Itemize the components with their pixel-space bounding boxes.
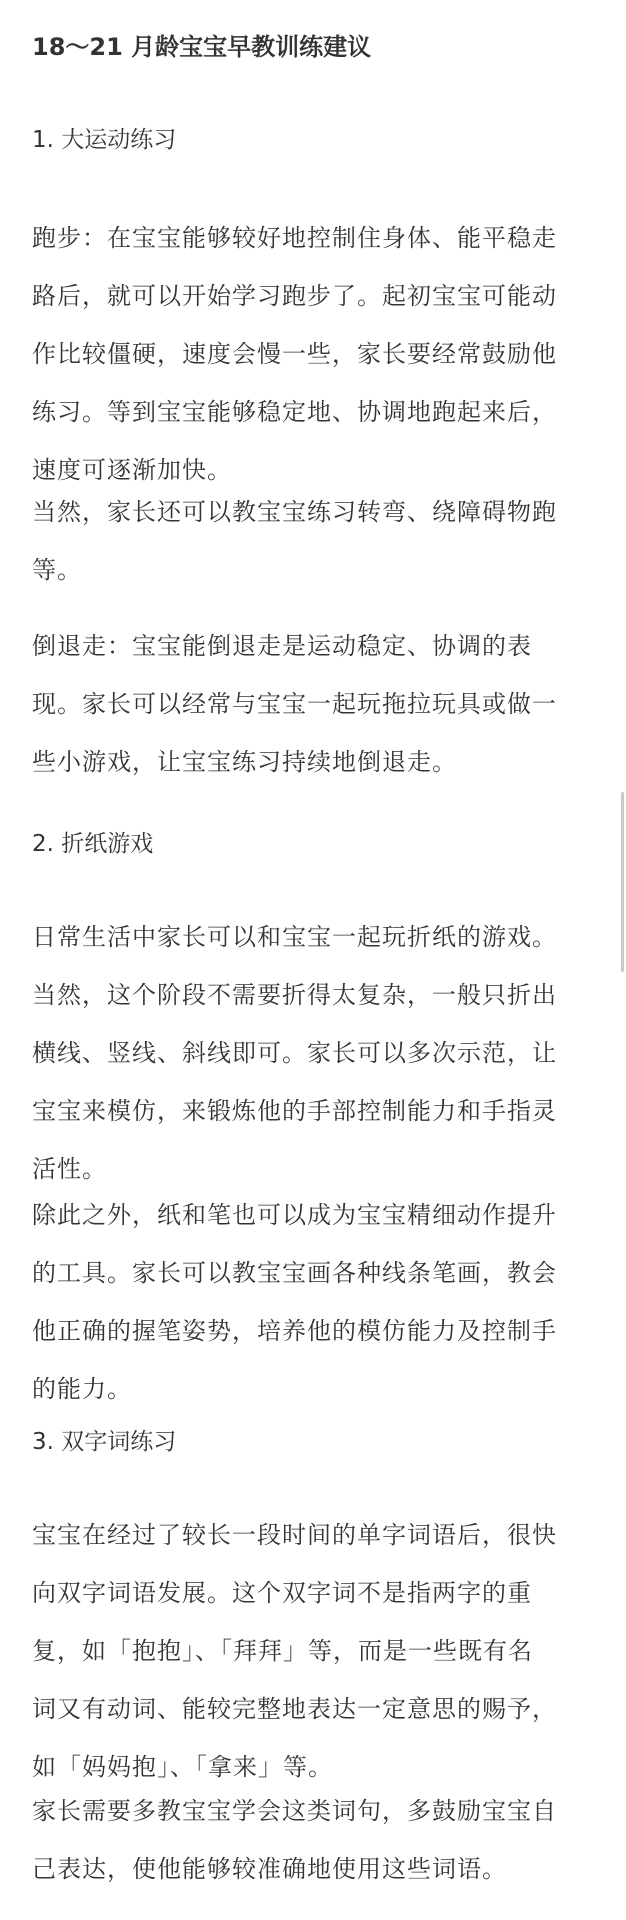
paragraph-line: 向双字词语发展。这个双字词不是指两字的重 bbox=[32, 1579, 532, 1607]
paragraph-line: 练习。等到宝宝能够稳定地、协调地跑起来后， bbox=[32, 398, 557, 426]
paragraph-paper-and-pen bbox=[32, 1186, 557, 1418]
section-heading-motor: 1. 大运动练习 bbox=[32, 127, 177, 153]
scrollbar-thumb[interactable] bbox=[621, 792, 624, 972]
paragraph-line: 作比较僵硬，速度会慢一些，家长要经常鼓励他 bbox=[32, 340, 557, 368]
paragraph-encourage-expression bbox=[32, 1782, 557, 1898]
paragraph-line: 速度可逐渐加快。 bbox=[32, 456, 232, 484]
section-heading-two-character-words: 3. 双字词练习 bbox=[32, 1429, 177, 1455]
paragraph-line: 路后，就可以开始学习跑步了。起初宝宝可能动 bbox=[32, 282, 557, 310]
paragraph-line: 己表达，使他能够较准确地使用这些词语。 bbox=[32, 1855, 507, 1883]
paragraph-line: 横线、竖线、斜线即可。家长可以多次示范，让 bbox=[32, 1039, 557, 1067]
paragraph-line: 倒退走：宝宝能倒退走是运动稳定、协调的表 bbox=[32, 632, 532, 660]
paragraph-backward-walking bbox=[32, 617, 557, 791]
paragraph-line: 当然，家长还可以教宝宝练习转弯、绕障碍物跑 bbox=[32, 498, 557, 526]
paragraph-line: 活性。 bbox=[32, 1155, 107, 1183]
paragraph-line: 家长需要多教宝宝学会这类词句，多鼓励宝宝自 bbox=[32, 1797, 557, 1825]
paragraph-line: 些小游戏，让宝宝练习持续地倒退走。 bbox=[32, 748, 457, 776]
paragraph-origami bbox=[32, 908, 557, 1198]
paragraph-line: 词又有动词、能较完整地表达一定意思的赐予， bbox=[32, 1695, 557, 1723]
paragraph-line: 复，如「抱抱」、「拜拜」等，而是一些既有名 bbox=[32, 1637, 533, 1665]
paragraph-turning bbox=[32, 483, 557, 599]
section-heading-origami: 2. 折纸游戏 bbox=[32, 831, 154, 857]
article-title: 18～21 月龄宝宝早教训练建议 bbox=[32, 33, 372, 61]
paragraph-line: 如「妈妈抱」、「拿来」等。 bbox=[32, 1753, 333, 1781]
paragraph-line: 跑步：在宝宝能够较好地控制住身体、能平稳走 bbox=[32, 224, 557, 252]
paragraph-line: 当然，这个阶段不需要折得太复杂，一般只折出 bbox=[32, 981, 557, 1009]
paragraph-line: 他正确的握笔姿势，培养他的模仿能力及控制手 bbox=[32, 1317, 557, 1345]
paragraph-line: 的能力。 bbox=[32, 1375, 132, 1403]
paragraph-line: 日常生活中家长可以和宝宝一起玩折纸的游戏。 bbox=[32, 923, 557, 951]
paragraph-line: 等。 bbox=[32, 556, 82, 584]
paragraph-line: 现。家长可以经常与宝宝一起玩拖拉玩具或做一 bbox=[32, 690, 557, 718]
paragraph-line: 宝宝来模仿，来锻炼他的手部控制能力和手指灵 bbox=[32, 1097, 557, 1125]
paragraph-line: 宝宝在经过了较长一段时间的单字词语后，很快 bbox=[32, 1521, 557, 1549]
paragraph-word-development bbox=[32, 1506, 557, 1796]
paragraph-running bbox=[32, 209, 557, 499]
paragraph-line: 除此之外，纸和笔也可以成为宝宝精细动作提升 bbox=[32, 1201, 557, 1229]
paragraph-line: 的工具。家长可以教宝宝画各种线条笔画，教会 bbox=[32, 1259, 557, 1287]
